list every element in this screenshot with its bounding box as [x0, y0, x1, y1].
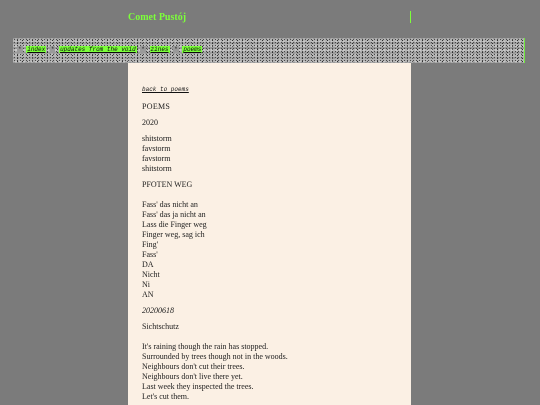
back-to-poems-link[interactable]: back to poems [142, 86, 189, 93]
poem-line: Lass die Finger weg [142, 220, 207, 229]
poem-title: Sichtschutz [142, 322, 179, 331]
poem-line: AN [142, 290, 154, 299]
poem-line: It's raining though the rain has stopped. [142, 342, 269, 351]
poem-line: Fass' das nicht an [142, 200, 198, 209]
nav-items [17, 45, 202, 55]
nav-link-index[interactable]: index [27, 46, 46, 53]
nav-bullet: * [50, 46, 55, 53]
poem-line: favstorm [142, 144, 171, 153]
poem-line: shitstorm [142, 134, 172, 143]
poem-line: Let's cut them. [142, 392, 189, 401]
nav-link-poems[interactable]: poems [183, 46, 202, 53]
year-heading: 2020 [142, 118, 158, 127]
poem-title: PFOTEN WEG [142, 180, 193, 189]
content-panel [128, 63, 411, 405]
nav-bullet: * [174, 46, 178, 53]
poem-line: Neighbours don't live there yet. [142, 372, 243, 381]
site-title[interactable]: Comet Pustój [128, 12, 187, 23]
poem-sichtschutz [142, 342, 397, 402]
nav-bullet: * [141, 46, 145, 53]
poem-line: Fing' [142, 240, 159, 249]
poem-line: Fass' das ja nicht an [142, 210, 206, 219]
poem-date: 20200618 [142, 306, 174, 315]
nav-link-updates[interactable]: updates from the void [60, 46, 136, 53]
poem-line: Neighbours don't cut their trees. [142, 362, 245, 371]
poem-line: shitstorm [142, 164, 172, 173]
poem-line: Surrounded by trees though not in the woods. [142, 352, 288, 361]
title-divider [410, 11, 411, 23]
poem-line: Last week they inspected the trees. [142, 382, 254, 391]
nav-bullet: * [18, 46, 22, 53]
poem-line: Fass' [142, 250, 158, 259]
poem-shitstorm [142, 134, 397, 174]
poem-line: favstorm [142, 154, 171, 163]
nav-bar [13, 38, 525, 63]
section-heading: POEMS [142, 102, 171, 111]
poem-pfoten-weg [142, 200, 397, 300]
poem-line: Finger weg, sag ich [142, 230, 205, 239]
poem-line: DA [142, 260, 154, 269]
poem-line: Ni [142, 280, 150, 289]
poem-line: Nicht [142, 270, 160, 279]
nav-link-zines[interactable]: zines [150, 46, 169, 53]
